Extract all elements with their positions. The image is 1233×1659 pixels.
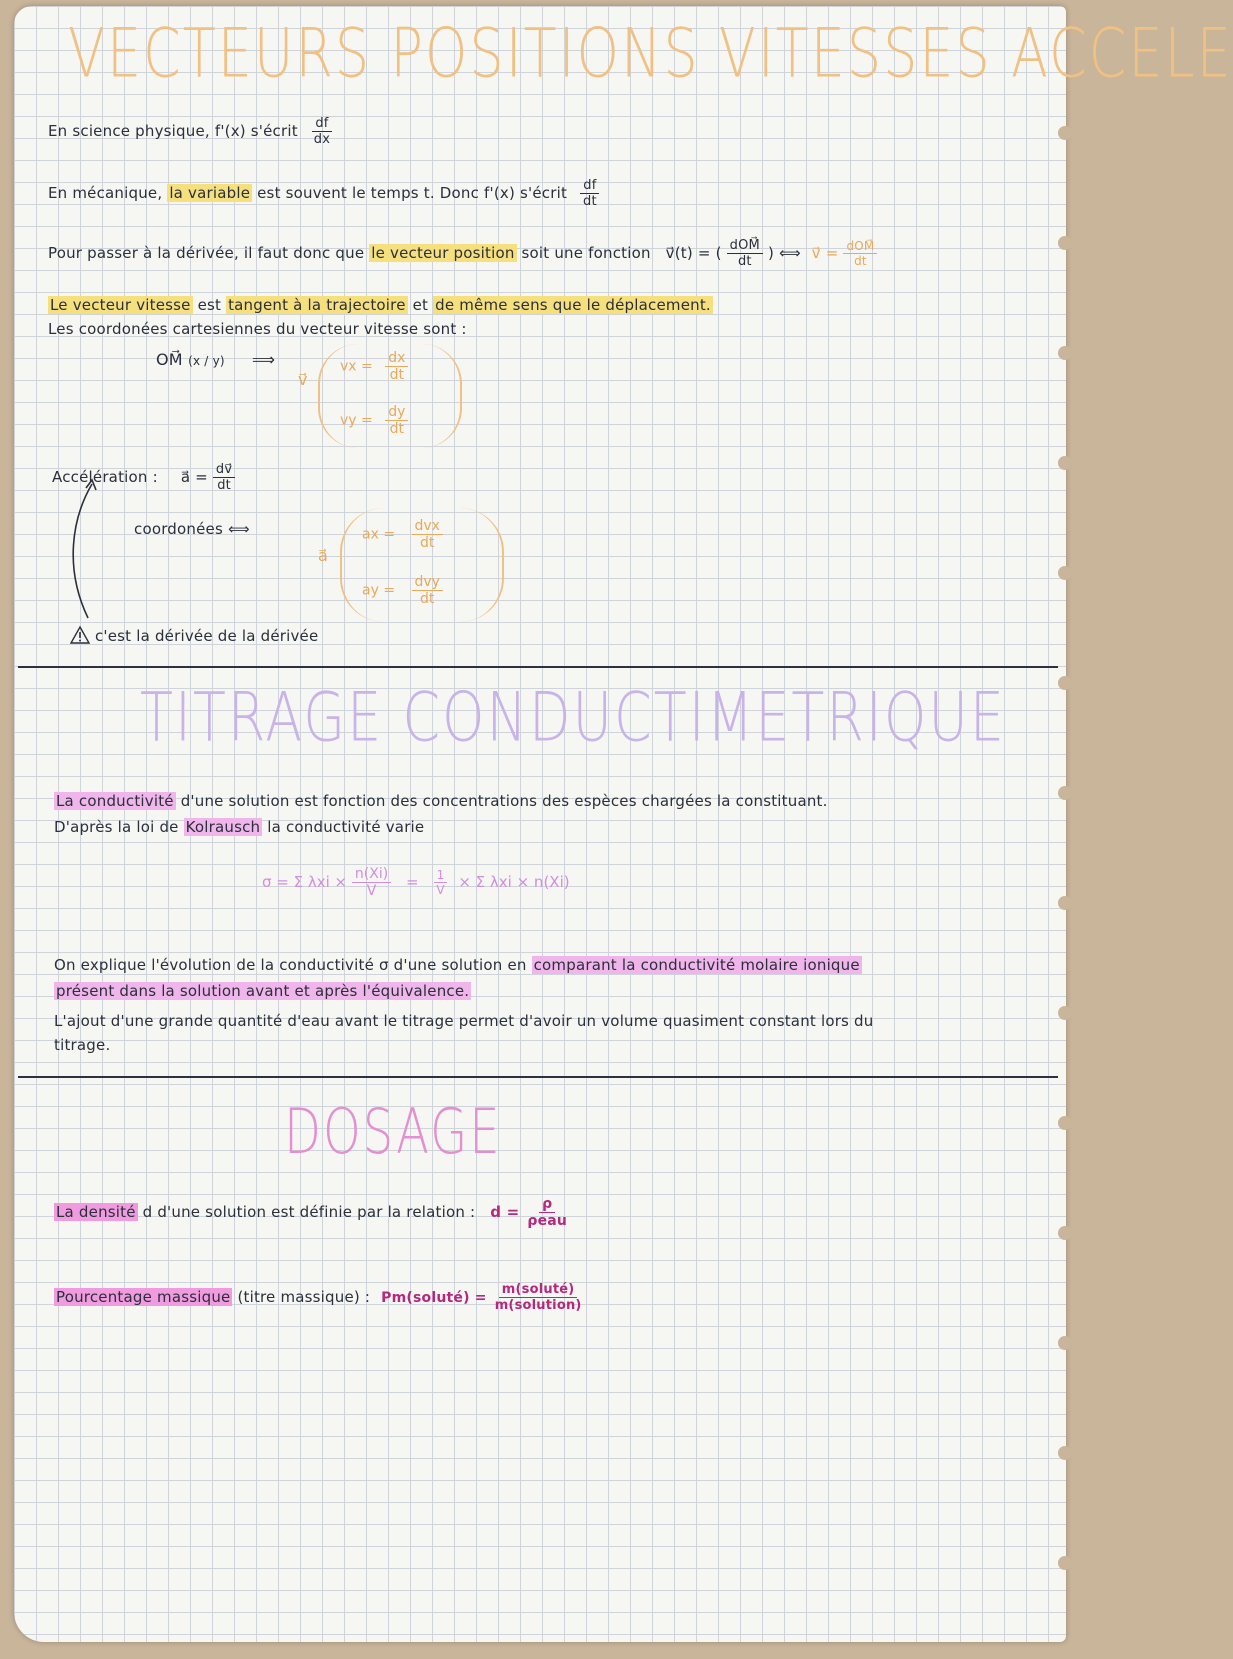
- fraction-df-dx: [311, 116, 333, 147]
- coordonnees-label: coordonées ⟺: [134, 520, 250, 538]
- fraction-numerator: 1: [434, 868, 448, 883]
- fraction-df-dt: [580, 178, 600, 209]
- line-ajout-eau: L'ajout d'une grande quantité d'eau avant le titrage permet d'avoir un volume quasiment constant lors du: [54, 1012, 874, 1030]
- line-coordonnees: Les coordonées cartesiennes du vecteur vitesse sont :: [48, 320, 467, 338]
- om-vector: [156, 350, 275, 369]
- fraction-denominator: dt: [854, 254, 867, 268]
- fraction-denominator: m(solution): [494, 1298, 582, 1313]
- text: Pour passer à la dérivée, il faut donc que: [48, 244, 365, 262]
- highlight-comparant: comparant la conductivité molaire ionique: [533, 956, 860, 974]
- vy-label: vy =: [340, 412, 373, 429]
- fraction-denominator: dt: [389, 421, 404, 437]
- ay-label: ay =: [362, 582, 396, 599]
- fraction-rho: [524, 1196, 570, 1229]
- text: d'une solution est fonction des concentrations des espèces chargées la constituant.: [180, 792, 828, 810]
- fraction-denominator: V: [366, 883, 377, 899]
- text: D'après la loi de: [54, 818, 179, 836]
- text: (titre massique) :: [237, 1288, 371, 1306]
- text: En science physique, f'(x) s'écrit: [48, 122, 298, 140]
- binder-hole: [1058, 566, 1072, 580]
- text: On explique l'évolution de la conductivité σ d'une solution en: [54, 956, 527, 974]
- fraction-numerator: m(soluté): [499, 1282, 578, 1298]
- line-kolrausch: [54, 818, 424, 836]
- fraction-denominator: dt: [737, 254, 752, 269]
- warning-text: c'est la dérivée de la dérivée: [94, 627, 319, 645]
- binder-hole: [1058, 126, 1072, 140]
- section-title-titrage: TITRAGE CONDUCTIMETRIQUE: [140, 678, 1006, 757]
- binder-hole: [1058, 1006, 1072, 1020]
- fraction-numerator: df: [580, 178, 599, 194]
- om-coords: (x / y): [188, 354, 225, 368]
- fraction-denominator: dx: [313, 132, 331, 147]
- highlight-pourcentage: Pourcentage massique: [56, 1288, 231, 1306]
- highlight-vecteur-position: le vecteur position: [371, 244, 515, 262]
- formula-part: × Σ λxi × n(Xi): [458, 873, 570, 891]
- fraction-dom-dt-orange: [843, 239, 877, 268]
- acceleration-eq: a⃗ =: [180, 468, 208, 486]
- line-conductivite: [54, 792, 828, 810]
- binder-hole: [1058, 1336, 1072, 1350]
- highlight-equivalence: présent dans la solution avant et après l'équivalence.: [56, 982, 470, 1000]
- text: soit une fonction: [521, 244, 651, 262]
- fraction-numerator: dvx: [412, 518, 443, 535]
- kolrausch-formula: [262, 866, 570, 899]
- binder-hole: [1058, 1116, 1072, 1130]
- fraction-numerator: dv⃗: [213, 462, 235, 478]
- line-tangent: [48, 296, 713, 314]
- line-science-physique: [48, 116, 333, 147]
- line-evolution: [54, 956, 862, 974]
- fraction-denominator: dt: [389, 367, 404, 383]
- fraction-numerator: dOM⃗: [727, 238, 763, 254]
- fraction-dom-dt: [727, 238, 763, 269]
- fraction-denominator: dt: [217, 478, 231, 493]
- a-vector-label: a⃗: [318, 546, 328, 565]
- acceleration-label: Accélération :: [52, 468, 158, 486]
- om-label: OM⃗: [156, 350, 183, 369]
- binder-hole: [1058, 1556, 1072, 1570]
- text: et: [412, 296, 429, 314]
- warning-row: [70, 626, 318, 645]
- text: est: [197, 296, 222, 314]
- fraction-n-v: [352, 866, 391, 899]
- binder-hole: [1058, 236, 1072, 250]
- fraction-numerator: dy: [385, 404, 408, 421]
- fraction-numerator: dx: [385, 350, 408, 367]
- densite-eq: d =: [490, 1203, 520, 1221]
- fraction-denominator: ρeau: [527, 1213, 568, 1229]
- line-densite: [54, 1196, 570, 1229]
- fraction-numerator: dOM⃗: [843, 239, 877, 254]
- binder-hole: [1058, 1446, 1072, 1460]
- highlight-kolrausch: Kolrausch: [185, 818, 261, 836]
- fraction-masse: [492, 1282, 585, 1313]
- equivalence: ) ⟺: [767, 244, 801, 262]
- implies-arrow: ⟹: [252, 350, 276, 369]
- binder-hole: [1058, 676, 1072, 690]
- highlight-tangent: tangent à la trajectoire: [228, 296, 406, 314]
- section-divider: [18, 1076, 1058, 1078]
- curved-arrow-icon: [58, 478, 118, 628]
- section-divider: [18, 666, 1058, 668]
- formula-equals: =: [405, 873, 419, 891]
- highlight-meme-sens: de même sens que le déplacement.: [435, 296, 711, 314]
- fraction-dvy-dt: [412, 574, 443, 607]
- formula-part: σ = Σ λxi ×: [262, 873, 348, 891]
- section-title-dosage: DOSAGE: [284, 1096, 502, 1169]
- vy-row: [340, 404, 408, 437]
- vx-label: vx =: [340, 358, 373, 375]
- highlight-variable: la variable: [169, 184, 251, 202]
- highlight-conductivite: La conductivité: [56, 792, 174, 810]
- fraction-denominator: V: [436, 883, 445, 897]
- v-vector-label: v⃗: [298, 370, 308, 389]
- fraction-dx-dt: [385, 350, 408, 383]
- text: la conductivité varie: [267, 818, 425, 836]
- highlight-densite: La densité: [56, 1203, 136, 1221]
- fraction-denominator: dt: [420, 535, 435, 551]
- binder-hole: [1058, 346, 1072, 360]
- binder-hole: [1058, 896, 1072, 910]
- binder-hole: [1058, 456, 1072, 470]
- binder-hole: [1058, 786, 1072, 800]
- fraction-denominator: dt: [583, 194, 597, 209]
- line-derivee: [48, 238, 877, 269]
- text: d d'une solution est définie par la relation :: [142, 1203, 476, 1221]
- text: En mécanique,: [48, 184, 163, 202]
- vx-row: [340, 350, 408, 383]
- binder-hole: [1058, 1226, 1072, 1240]
- ax-row: [362, 518, 443, 551]
- section-title-vectors: VECTEURS POSITIONS VITESSES ACCELE: [68, 14, 1233, 93]
- pourcentage-eq: Pm(soluté) =: [381, 1290, 487, 1306]
- line-pourcentage: [54, 1282, 585, 1313]
- ay-row: [362, 574, 443, 607]
- line-equivalence: [54, 982, 471, 1000]
- line-mecanique: [48, 178, 600, 209]
- fraction-dvx-dt: [412, 518, 443, 551]
- notebook-page: [14, 6, 1233, 1642]
- fraction-dy-dt: [385, 404, 408, 437]
- highlight-vecteur-vitesse: Le vecteur vitesse: [50, 296, 191, 314]
- fraction-numerator: dvy: [412, 574, 443, 591]
- fraction-dv-dt: [213, 462, 235, 493]
- text: est souvent le temps t. Donc f'(x) s'écrit: [257, 184, 568, 202]
- fraction-denominator: dt: [420, 591, 435, 607]
- fraction-numerator: n(Xi): [352, 866, 391, 883]
- ax-label: ax =: [362, 526, 396, 543]
- fraction-numerator: df: [312, 116, 331, 132]
- fraction-numerator: ρ: [539, 1196, 555, 1213]
- fraction-1-v: [433, 868, 447, 897]
- equation-v: v⃗(t) = (: [665, 244, 722, 262]
- equation-v-short: v⃗ =: [811, 244, 839, 262]
- line-titrage: titrage.: [54, 1036, 111, 1054]
- warning-icon: [70, 626, 90, 644]
